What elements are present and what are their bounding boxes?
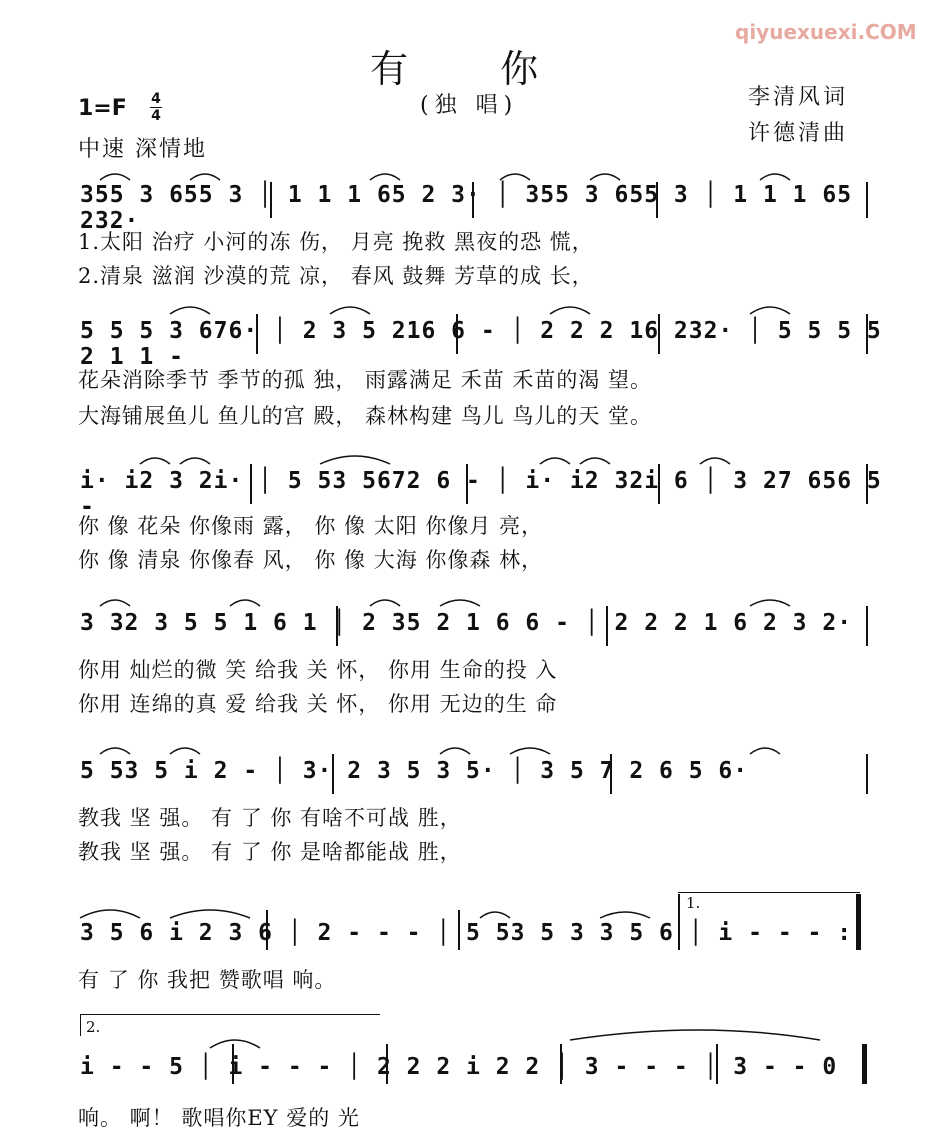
final-bar: [862, 1044, 867, 1084]
time-bottom: 4: [151, 108, 161, 124]
lyric-verse-2: 2.清泉 滋润 沙漠的荒 凉， 春风 鼓舞 芳草的成 长，: [78, 264, 594, 288]
lyric-verse-1: 花朵消除季节 季节的孤 独， 雨露满足 禾苗 禾苗的渴 望。: [78, 368, 653, 392]
slur-marks: [60, 300, 890, 320]
lyric-verse-1: 教我 坚 强。 有 了 你 有啥不可战 胜，: [78, 806, 462, 830]
staff-line-6: [60, 880, 890, 1000]
notation-line: 355 3 655 3 │ 1 1 1 65 2 3· │ 355 3 655 3 │ 1 1 1 65 232·: [80, 182, 853, 234]
volta-1-label: 1.: [686, 894, 701, 912]
volta-bracket: [678, 892, 860, 893]
lyric-verse-2: 教我 坚 强。 有 了 你 是啥都能战 胜，: [78, 840, 462, 864]
notation-line: 3 5 6 i 2 3 6 │ 2 - - - │ 5 53 5 3 3 5 6 │ i - - - :: [80, 920, 853, 946]
slur-marks: [60, 880, 890, 920]
slur-marks: [60, 740, 890, 760]
key-signature: 1=F: [78, 96, 127, 121]
lyric-verse-1: 响。 啊！ 歌唱你EY 爱的 光: [78, 1106, 360, 1130]
composer-credit: 许德清曲: [748, 121, 849, 146]
notation-line: i - - 5 │ i - - - │ 2 2 2 i 2 2 │ 3 - - - │ 3 - - 0: [80, 1054, 838, 1080]
staff-line-4: [60, 592, 890, 722]
time-top: 4: [151, 91, 161, 107]
volta-bracket-edge: [80, 1014, 81, 1036]
site-watermark: qiyuexuexi.COM: [735, 20, 917, 44]
song-title: 有 你: [370, 47, 579, 91]
song-subtitle: (独 唱): [420, 93, 519, 118]
lyricist-credit: 李清风词: [748, 85, 849, 110]
volta-2-label: 2.: [86, 1018, 101, 1036]
notation-line: i· i2 3 2i· │ 5 53 5672 6 - │ i· i2 32i 6 │ 3 27 656 5 -: [80, 468, 882, 520]
tempo-marking: 中速 深情地: [78, 137, 207, 162]
lyric-verse-1: 1.太阳 治疗 小河的冻 伤， 月亮 挽救 黑夜的恐 慌，: [78, 230, 594, 254]
lyric-verse-2: 大海铺展鱼儿 鱼儿的宫 殿， 森林构建 鸟儿 鸟儿的天 堂。: [78, 404, 653, 428]
notation-line: 5 5 5 3 676· │ 2 3 5 216 6 - │ 2 2 2 16 232· │ 5 5 5 5 2 1 1 -: [80, 318, 882, 370]
barline: [866, 754, 868, 794]
staff-line-1: [60, 168, 890, 288]
lyric-verse-2: 你用 连绵的真 爱 给我 关 怀， 你用 无边的生 命: [78, 692, 558, 716]
barline: [866, 606, 868, 646]
volta-bracket: [80, 1014, 380, 1015]
slur-marks: [60, 1010, 890, 1050]
time-signature: [150, 92, 162, 123]
lyric-verse-2: 你 像 清泉 你像春 风， 你 像 大海 你像森 林，: [78, 548, 544, 572]
staff-line-3: [60, 450, 890, 580]
lyric-verse-1: 你 像 花朵 你像雨 露， 你 像 太阳 你像月 亮，: [78, 514, 544, 538]
notation-line: 5 53 5 i 2 - │ 3· 2 3 5 3 5· │ 3 5 7 2 6 5 6·: [80, 758, 749, 784]
staff-line-2: [60, 300, 890, 430]
notation-line: 3 32 3 5 5 1 6 1 │ 2 35 2 1 6 6 - │ 2 2 2 1 6 2 3 2·: [80, 610, 853, 636]
slur-marks: [60, 592, 890, 612]
lyric-verse-1: 有 了 你 我把 赞歌唱 响。: [78, 968, 337, 992]
repeat-end-bar: [856, 894, 861, 950]
staff-line-7: [60, 1010, 890, 1137]
lyric-verse-1: 你用 灿烂的微 笑 给我 关 怀， 你用 生命的投 入: [78, 658, 558, 682]
slur-marks: [60, 450, 890, 470]
staff-line-5: [60, 740, 890, 870]
